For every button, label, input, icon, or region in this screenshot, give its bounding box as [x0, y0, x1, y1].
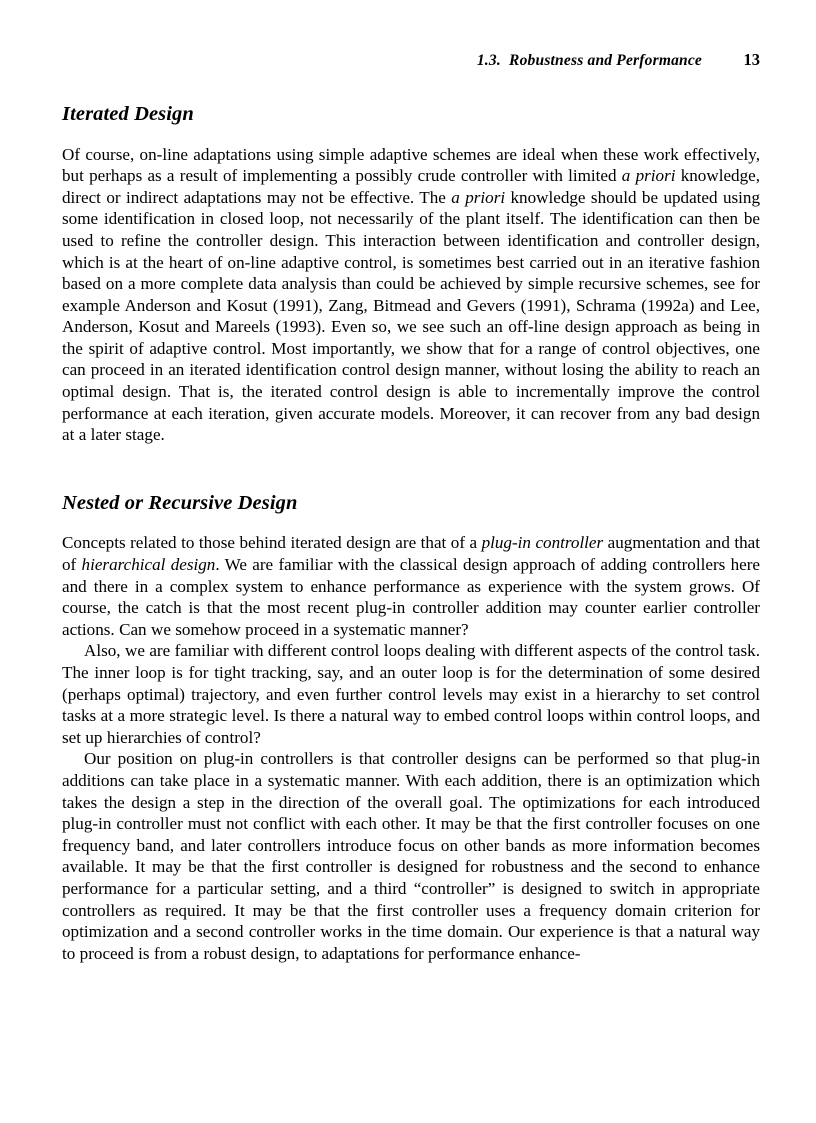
body-text: knowledge should be updated using some identification in closed loop, not necessarily of the plant itself. The identification can then be used to refine the controller design. This interaction between identification and controller design, which is at the heart of on-line adaptive control, is sometimes best carried out in an iterative fashion based on a more complete data analysis than could be achieved by simple recursive schemes, see for example Anderson and Kosut (1991), Zang, Bitmead and Gevers (1991), Schrama (1992a) and Lee, Anderson, Kosut and Mareels (1993). Even so, we see such an off-line design approach as being in the spirit of adaptive control. Most importantly, we show that for a range of control objectives, one can proceed in an iterated identification control design manner, without losing the ability to reach an optimal design. That is, the iterated control design is able to incrementally improve the control performance at each iteration, given accurate models. Moreover, it can recover from any bad design at a later stage. [62, 187, 761, 445]
paragraph [62, 532, 760, 640]
body-text: . We are familiar with the classical design approach of adding controllers here and there in a complex system to enhance performance as experience with the system grows. Of course, the catch is that the most recent plug-in controller addition may counter earlier controller actions. Can we somehow proceed in a systematic manner? [62, 555, 760, 639]
page-content [62, 0, 760, 964]
paragraph [62, 748, 760, 964]
paragraph [62, 144, 760, 446]
running-head [62, 50, 760, 72]
section-heading: Iterated Design [62, 103, 194, 125]
emphasis-text: a priori [621, 166, 676, 186]
body-text: Our position on plug-in controllers is that controller designs can be performed so that plug-in additions can take place in a systematic manner. With each addition, there is an optimization which takes the design a step in the direction of the overall goal. The optimizations for each introduced plug-in controller must not conflict with each other. It may be that the first controller focuses on one frequency band, and later controllers introduce focus on other bands as more information becomes available. It may be that the first controller is designed for robustness and the second to enhance performance for a particular setting, and a third “controller” is designed to switch in appropriate controllers as required. It may be that the first controller uses a frequency domain criterion for optimization and a second controller works in the time domain. Our experience is that a natural way to proceed is from a robust design, to adaptations for performance enhance- [62, 749, 760, 963]
running-head-title: 1.3. Robustness and Performance [476, 52, 702, 69]
page-number: 13 [743, 50, 760, 69]
section-body [62, 532, 760, 964]
body-text: Concepts related to those behind iterated design are that of a [62, 533, 482, 553]
section-heading: Nested or Recursive Design [62, 491, 298, 514]
emphasis-text: a priori [451, 187, 506, 207]
section-body [62, 144, 760, 446]
emphasis-text: plug-in controller [481, 533, 604, 553]
emphasis-text: hierarchical design [81, 555, 216, 574]
section-iterated-design [62, 103, 760, 446]
body-text: Also, we are familiar with different control loops dealing with different aspects of the control task. The inner loop is for tight tracking, say, and an outer loop is for the determination of some desired (perhaps optimal) trajectory, and even further control levels may exist in a hierarchy to set control tasks at a more strategic level. Is there a natural way to embed control loops within control loops, and set up hierarchies of control? [62, 641, 760, 747]
section-nested-or-recursive-design [62, 492, 760, 964]
body-text: knowledge, direct or indirect adaptations may not be effective. The [62, 166, 760, 207]
paragraph [62, 640, 760, 748]
body-text: augmentation and that of [62, 533, 761, 574]
body-text: Of course, on-line adaptations using simple adaptive schemes are ideal when these work effectively, but perhaps as a result of implementing a possibly crude controller with limited [62, 144, 760, 186]
